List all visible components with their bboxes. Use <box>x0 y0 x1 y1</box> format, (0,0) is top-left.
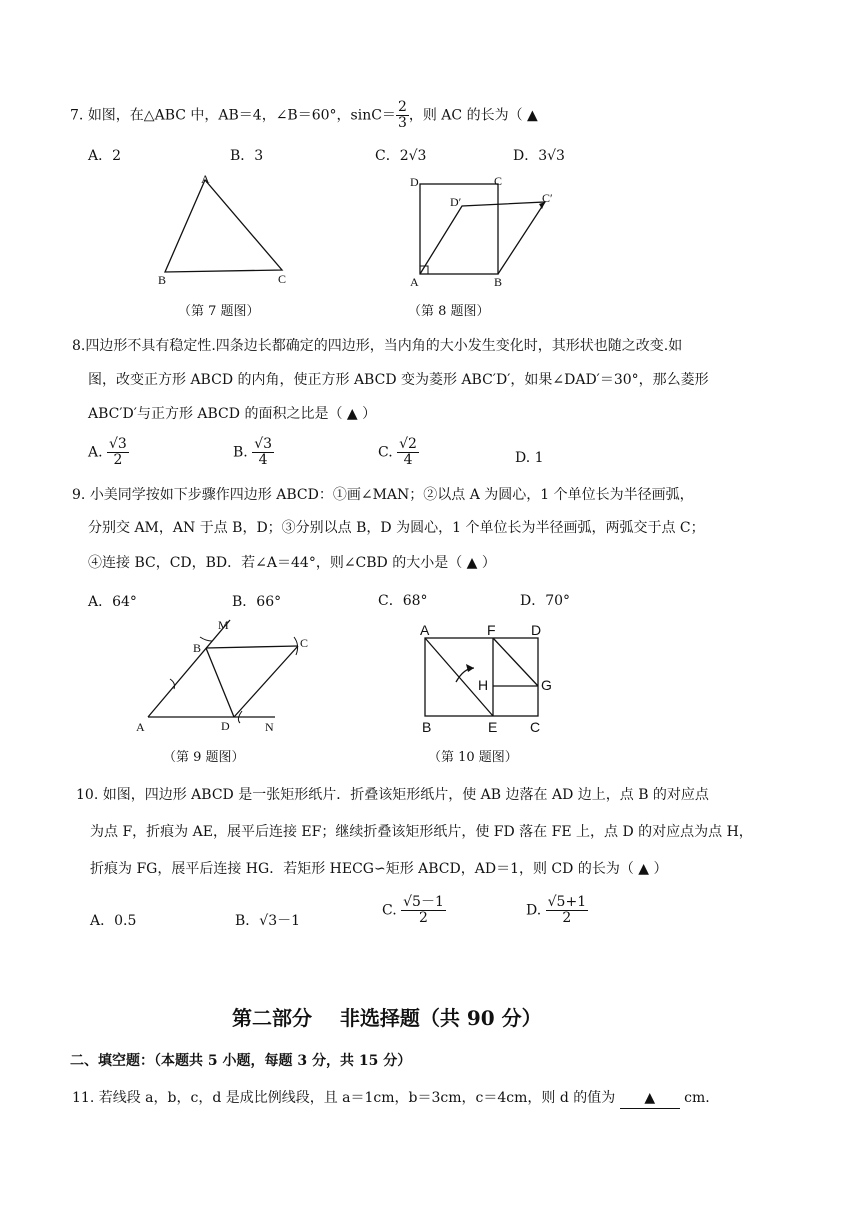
label-b: B <box>158 273 167 287</box>
figure-8 <box>400 172 570 292</box>
option-c: C. $\frac{√5-1}{2}$ <box>382 894 444 926</box>
question-8-line-3: ABC′D′与正方形 ABCD 的面积之比是（ ▲ ） <box>88 406 377 422</box>
option-c: C．68° <box>378 593 428 609</box>
section-heading: 二、填空题：（本题共 5 小题，每题 3 分，共 15 分） <box>70 1053 412 1069</box>
answer-blank: ▲ <box>620 1088 680 1109</box>
question-9-line-3: ④连接 BC，CD，BD．若∠A＝44°，则∠CBD 的大小是（ ▲ ） <box>88 555 496 571</box>
option-b: B．√3－1 <box>235 913 301 929</box>
label-d: D <box>221 719 230 733</box>
question-10 <box>76 785 709 805</box>
label-e: E <box>488 719 498 735</box>
question-line-1: 如图，四边形 ABCD 是一张矩形纸片．折叠该矩形纸片，使 AB 边落在 AD 边上，点 B 的对应点 <box>102 787 709 803</box>
question-stem: 若线段 a，b，c，d 是成比例线段，且 a＝1cm，b＝3cm，c＝4cm，则 d 的值为 <box>98 1090 616 1106</box>
label-b: B <box>193 641 202 655</box>
option-b: B．3 <box>230 148 264 164</box>
label-m: M <box>218 618 229 632</box>
option-d: D．3√3 <box>513 148 565 164</box>
question-number: 11. <box>72 1090 95 1106</box>
question-10-line-3: 折痕为 FG，展平后连接 HG．若矩形 HECG∽矩形 ABCD，AD＝1，则 CD 的长为（ ▲ ） <box>90 861 668 877</box>
option-a: A．0.5 <box>90 913 137 929</box>
question-number: 8. <box>72 338 86 354</box>
fraction: $\frac{2}{3}$ <box>397 99 407 131</box>
label-d-prime: D′ <box>450 195 462 209</box>
label-b: B <box>422 719 432 735</box>
label-d: D <box>531 622 542 638</box>
option-d: D. 1 <box>515 450 544 466</box>
question-stem-end: ，则 AC 的长为（ <box>408 107 523 124</box>
option-c: C．2√3 <box>375 148 427 164</box>
question-8-line-2: 图，改变正方形 ABCD 的内角，使正方形 ABCD 变为菱形 ABC′D′，如果∠DAD′＝30°，那么菱形 <box>88 372 709 388</box>
question-number: 7. <box>70 107 84 124</box>
question-7 <box>70 100 538 131</box>
question-stem: 如图，在△ABC 中，AB＝4，∠B＝60°，sinC＝ <box>87 107 396 124</box>
label-a: A <box>136 720 145 734</box>
question-9 <box>72 485 694 505</box>
option-a: A．2 <box>88 148 122 164</box>
figure-8-caption: （第 8 题图） <box>408 304 490 319</box>
option-d: D. $\frac{√5+1}{2}$ <box>526 894 587 926</box>
figure-10-caption: （第 10 题图） <box>428 750 518 765</box>
unit: cm. <box>684 1090 710 1106</box>
question-number: 10. <box>76 787 99 803</box>
label-n: N <box>265 720 274 734</box>
question-line-1: 四边形不具有稳定性.四条边长都确定的四边形，当内角的大小发生变化时，其形状也随之改变.如 <box>85 338 683 354</box>
option-a: A．64° <box>88 594 137 610</box>
option-b: B. $\frac{√3}{4}$ <box>233 436 273 468</box>
figure-9-caption: （第 9 题图） <box>163 750 245 765</box>
part-two-title: 第二部分 非选择题（共 90 分） <box>232 1006 542 1030</box>
option-c: C. $\frac{√2}{4}$ <box>378 436 417 468</box>
figure-7-caption: （第 7 题图） <box>178 304 260 319</box>
label-h: H <box>478 677 489 693</box>
option-a: A. $\frac{√3}{2}$ <box>88 436 127 468</box>
option-d: D．70° <box>520 593 571 609</box>
label-c: C <box>300 636 309 650</box>
question-9-line-2: 分别交 AM，AN 于点 B，D；③分别以点 B，D 为圆心，1 个单位长为半径画弧，两弧交于点 C； <box>88 520 705 536</box>
label-c: C <box>494 174 503 188</box>
question-number: 9. <box>72 487 86 503</box>
figure-9 <box>130 615 320 740</box>
label-d: D <box>410 175 419 189</box>
label-a: A <box>420 622 430 638</box>
question-line-1: 小美同学按如下步骤作四边形 ABCD：①画∠MAN；②以点 A 为圆心，1 个单位长为半径画弧， <box>89 487 694 503</box>
label-a: A <box>201 172 210 186</box>
label-c: C <box>530 719 541 735</box>
label-f: F <box>487 622 496 638</box>
label-c: C <box>278 272 287 286</box>
option-b: B．66° <box>232 594 282 610</box>
question-10-line-2: 为点 F，折痕为 AE，展平后连接 EF；继续折叠该矩形纸片，使 FD 落在 FE 上，点 D 的对应点为点 H， <box>90 824 753 840</box>
label-c-prime: C′ <box>542 191 553 205</box>
question-8 <box>72 336 682 356</box>
label-g: G <box>541 677 552 693</box>
answer-mark: ▲ <box>527 107 538 124</box>
question-11 <box>72 1088 710 1109</box>
label-a: A <box>410 275 419 289</box>
figure-10 <box>410 618 570 740</box>
figure-7 <box>150 170 310 290</box>
label-b: B <box>494 275 503 289</box>
